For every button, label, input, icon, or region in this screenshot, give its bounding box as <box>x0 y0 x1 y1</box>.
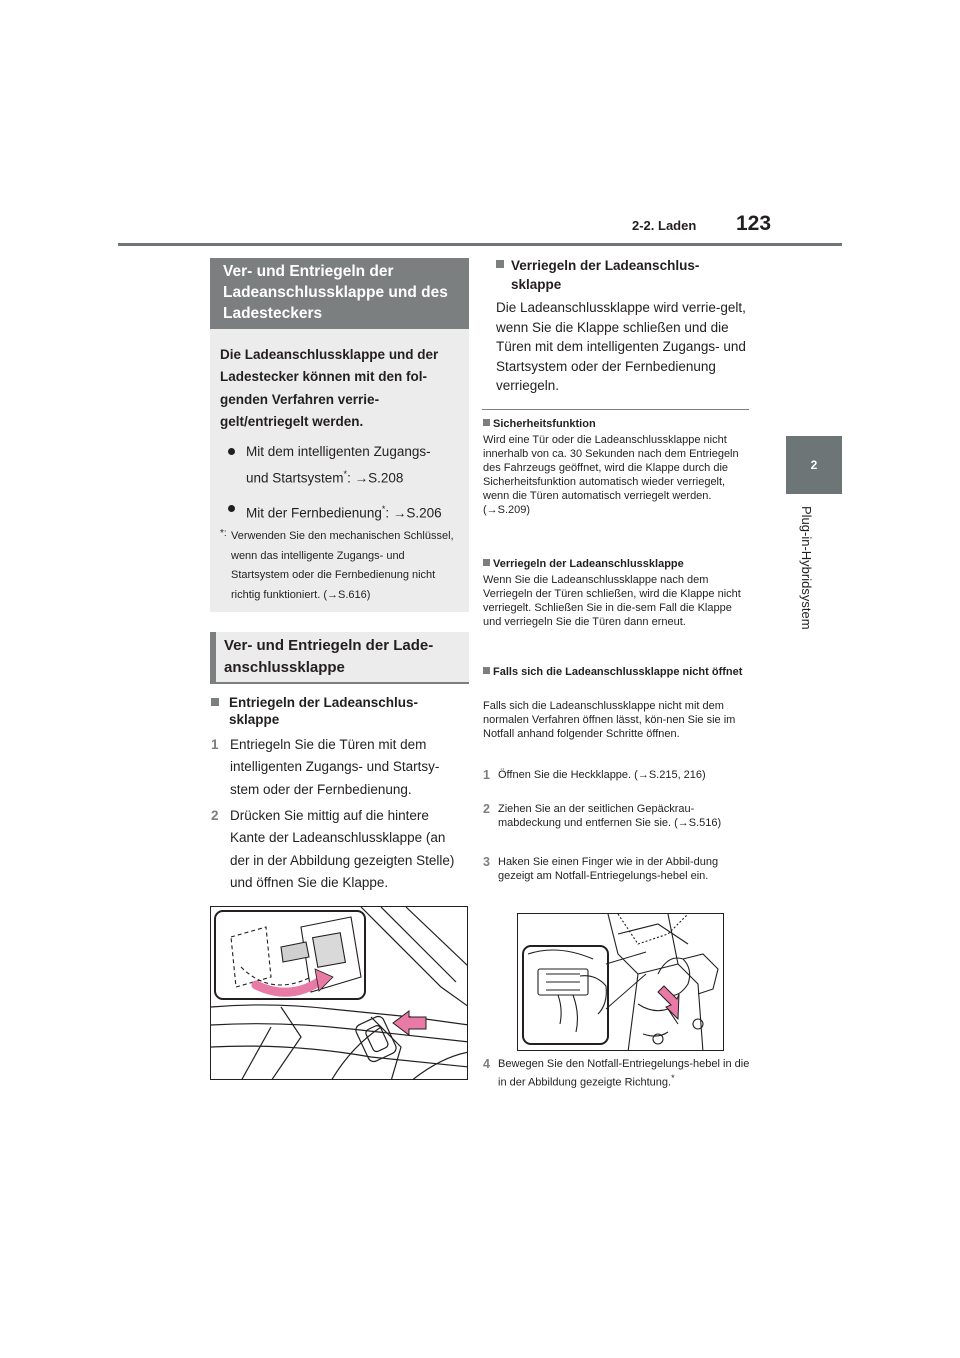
emergency-step-3 <box>483 855 753 883</box>
subheading-lock: Verriegeln der Ladeanschlus-sklappe <box>511 258 700 292</box>
safety-text: Wird eine Tür oder die Ladeanschlussklappe nicht innerhalb von ca. 30 Sekunden nach dem Entriegeln des Fahrzeugs geöffnet, wird die Klappe durch die Sicherheitsfunktion automatisch wieder verriegelt, wenn die Türen automatisch verriegelt werden. (→S.209) <box>483 434 739 516</box>
heading-fail: Falls sich die Ladeanschlussklappe nicht öffnet <box>483 665 743 679</box>
ref-s206[interactable]: : →S.206 <box>385 505 442 521</box>
header-rule <box>118 243 842 246</box>
step-text: Öffnen Sie die Heckklappe. (→S.215, 216) <box>498 769 706 781</box>
fail-text: Falls sich die Ladeanschlussklappe nicht mit dem normalen Verfahren öffnen lässt, kön-nen Sie sie im Notfall anhand folgender Schritte öffnen. <box>483 700 736 740</box>
bullet-smart-entry <box>220 441 459 490</box>
emergency-step-4 <box>483 1057 753 1090</box>
lock-door-text: Wenn Sie die Ladeanschlussklappe nach dem Verriegeln der Türen schließen, wird die Klappe nicht verriegelt. Schließen Sie in die-sem Fall die Klappe und verriegeln Sie die Türen dann erneut. <box>483 574 741 628</box>
subheading-unlock: Entriegeln der Ladeanschlus-sklappe <box>229 695 419 727</box>
step-number: 2 <box>483 802 490 816</box>
asterisk: * <box>671 1073 675 1083</box>
step-text: Drücken Sie mittig auf die hintere Kante der Ladeanschlussklappe (an der in der Abbildung gezeigten Stelle) und öffnen Sie die Klappe. <box>230 808 455 890</box>
step-text: Haken Sie einen Finger wie in der Abbil-dung gezeigt am Notfall-Entriegelungs-hebel ein. <box>498 856 719 882</box>
intro-box <box>210 329 469 612</box>
step-number: 2 <box>211 808 219 823</box>
section-title: 2-2. Laden <box>632 218 697 233</box>
step-text: Entriegeln Sie die Türen mit dem intelligenten Zugangs- und Startsy-stem oder der Fernbedienung. <box>230 737 440 797</box>
intro-text: Die Ladeanschlussklappe und der Ladestecker können mit den fol-genden Verfahren verrie-gelt/entriegelt werden. <box>220 347 439 429</box>
illustration-emergency-lever <box>517 913 724 1051</box>
square-bullet <box>211 698 219 706</box>
step-2 <box>211 805 466 894</box>
emergency-step-2 <box>483 802 753 830</box>
step-text: Ziehen Sie an der seitlichen Gepäckrau-mabdeckung und entfernen Sie sie. (→S.516) <box>498 803 722 829</box>
chapter-label: Plug-in-Hybridsystem <box>799 506 814 630</box>
emergency-lever-drawing <box>518 914 724 1051</box>
step-number: 1 <box>211 737 219 752</box>
box-title-lock-unlock: Ver- und Entriegeln der Ladeanschlussklappe und des Ladesteckers <box>210 258 469 329</box>
chapter-tab[interactable]: 2 <box>786 436 842 494</box>
bullet-remote <box>220 498 459 525</box>
step-number: 4 <box>483 1057 490 1071</box>
box-title-charge-door: Ver- und Entriegeln der Lade-anschlussklappe <box>210 632 469 684</box>
bullet-remote-text: Mit der Fernbedienung <box>246 505 382 521</box>
illustration-charge-door <box>210 906 468 1080</box>
asterisk: * <box>343 469 348 480</box>
step-1 <box>211 734 466 801</box>
asterisk: * <box>381 504 386 515</box>
step-number: 3 <box>483 855 490 869</box>
footnote <box>220 527 459 605</box>
footnote-text: Verwenden Sie den mechanischen Schlüssel, wenn das intelligente Zugangs- und Startsystem oder die Fernbedienung nicht richtig funktioniert. (→S.616) <box>231 530 454 601</box>
step-number: 1 <box>483 768 490 782</box>
lock-paragraph: Die Ladeanschlussklappe wird verrie-gelt, wenn Sie die Klappe schließen und die Türen mit dem intelligenten Zugangs- und Startsystem oder der Fernbedienung verriegeln. <box>496 300 746 393</box>
emergency-step-1 <box>483 768 753 782</box>
bullet-smart-entry-line1: Mit dem intelligenten Zugangs- <box>246 444 431 460</box>
heading-lock-door: Verriegeln der Ladeanschlussklappe <box>483 557 684 571</box>
ref-s208[interactable]: : →S.208 <box>347 470 404 486</box>
heading-safety: Sicherheitsfunktion <box>483 417 596 431</box>
car-charge-door-drawing <box>211 907 468 1080</box>
divider <box>482 409 749 410</box>
bullet-smart-entry-line2: und Startsystem <box>246 470 344 486</box>
footnote-mark: *: <box>220 528 227 540</box>
step-text: Bewegen Sie den Notfall-Entriegelungs-hebel in die in der Abbildung gezeigte Richtung. <box>498 1058 750 1089</box>
page-number: 123 <box>736 212 772 235</box>
